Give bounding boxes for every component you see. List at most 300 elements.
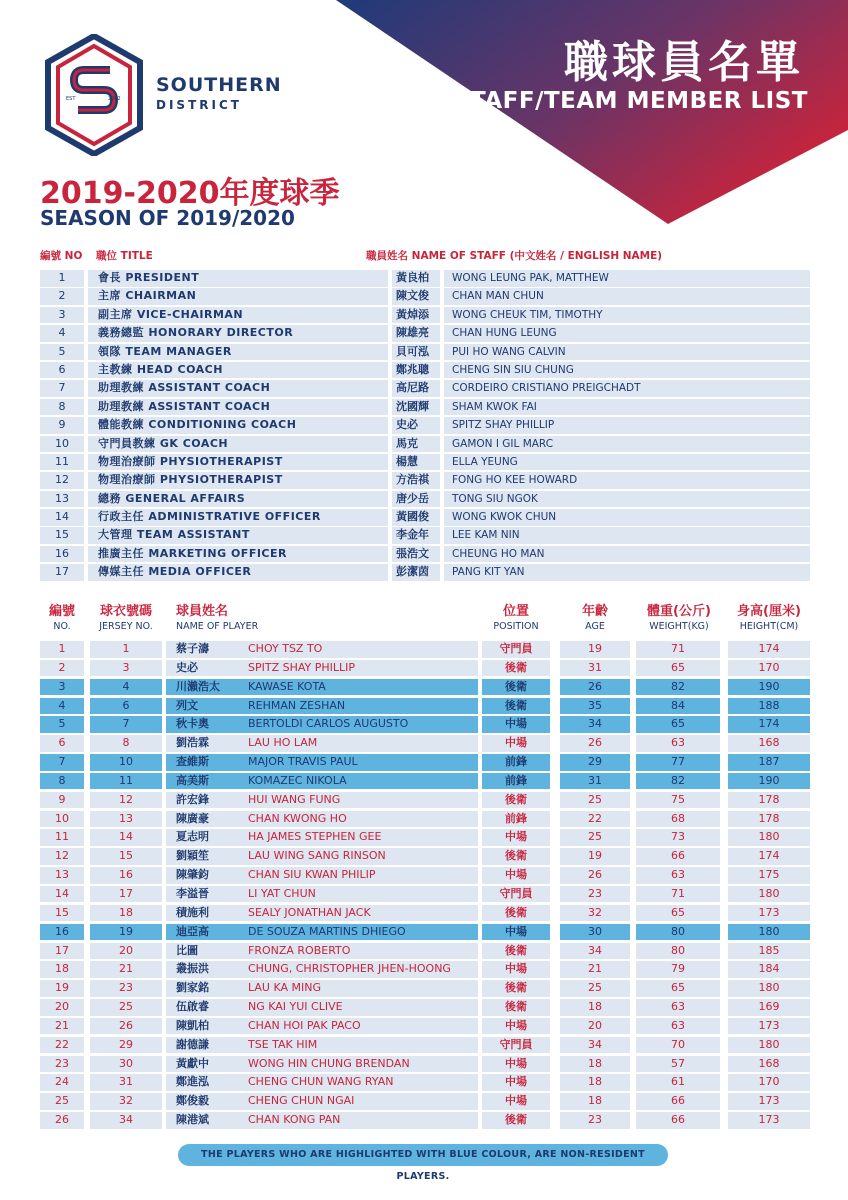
player-position: 中場 bbox=[482, 867, 550, 884]
player-jersey: 32 bbox=[90, 1093, 162, 1110]
player-weight: 70 bbox=[636, 1037, 720, 1054]
player-position: 中場 bbox=[482, 1093, 550, 1110]
club-name bbox=[156, 74, 282, 112]
player-name-zh: 陳凱柏 bbox=[176, 1018, 209, 1032]
player-jersey: 11 bbox=[90, 773, 162, 790]
player-table bbox=[40, 640, 810, 1130]
player-age: 30 bbox=[560, 924, 630, 941]
staff-no: 9 bbox=[40, 417, 84, 434]
player-name-en: CHENG CHUN WANG RYAN bbox=[248, 1075, 394, 1089]
staff-title: 領隊 TEAM MANAGER bbox=[88, 344, 388, 361]
player-name-zh: 秋卡奧 bbox=[176, 717, 209, 731]
player-height: 184 bbox=[728, 961, 810, 978]
staff-title: 會長 PRESIDENT bbox=[88, 270, 388, 287]
player-age: 34 bbox=[560, 716, 630, 733]
staff-table bbox=[40, 269, 810, 582]
player-row bbox=[40, 659, 810, 678]
player-no: 21 bbox=[40, 1018, 84, 1035]
player-name-en: LAU KA MING bbox=[248, 981, 321, 995]
player-jersey: 23 bbox=[90, 980, 162, 997]
staff-no: 7 bbox=[40, 380, 84, 397]
staff-row bbox=[40, 508, 810, 526]
player-age: 21 bbox=[560, 961, 630, 978]
player-name bbox=[166, 792, 478, 809]
staff-header-no: 編號 NO bbox=[40, 250, 83, 262]
player-row bbox=[40, 1036, 810, 1055]
player-header-no: 編號 NO. bbox=[48, 604, 75, 632]
player-jersey: 3 bbox=[90, 660, 162, 677]
staff-row bbox=[40, 416, 810, 434]
player-age: 32 bbox=[560, 905, 630, 922]
staff-name-en: ELLA YEUNG bbox=[444, 454, 810, 471]
player-row bbox=[40, 791, 810, 810]
player-position: 中場 bbox=[482, 829, 550, 846]
shield-logo-icon bbox=[44, 34, 144, 156]
player-name bbox=[166, 943, 478, 960]
player-position: 後衛 bbox=[482, 1112, 550, 1129]
club-name-line1: SOUTHERN bbox=[156, 74, 282, 96]
player-position: 中場 bbox=[482, 924, 550, 941]
player-name-en: DE SOUZA MARTINS DHIEGO bbox=[248, 924, 406, 938]
player-no: 4 bbox=[40, 698, 84, 715]
player-name-zh: 川瀨浩太 bbox=[176, 679, 220, 693]
player-name-en: REHMAN ZESHAN bbox=[248, 698, 346, 712]
player-no: 6 bbox=[40, 735, 84, 752]
player-height: 173 bbox=[728, 1018, 810, 1035]
player-row bbox=[40, 697, 810, 716]
player-name-zh: 李溢晉 bbox=[176, 886, 209, 900]
player-age: 18 bbox=[560, 999, 630, 1016]
player-height: 180 bbox=[728, 829, 810, 846]
player-jersey: 7 bbox=[90, 716, 162, 733]
player-age: 31 bbox=[560, 773, 630, 790]
staff-no: 3 bbox=[40, 307, 84, 324]
player-name-zh: 迪亞高 bbox=[176, 924, 209, 938]
player-name-en: SEALY JONATHAN JACK bbox=[248, 905, 371, 919]
staff-title: 行政主任 ADMINISTRATIVE OFFICER bbox=[88, 509, 388, 526]
staff-row bbox=[40, 379, 810, 397]
player-name-zh: 史必 bbox=[176, 660, 198, 674]
player-jersey: 25 bbox=[90, 999, 162, 1016]
player-age: 25 bbox=[560, 980, 630, 997]
player-jersey: 31 bbox=[90, 1074, 162, 1091]
player-jersey: 19 bbox=[90, 924, 162, 941]
player-position: 後衛 bbox=[482, 848, 550, 865]
staff-name-zh: 馬克 bbox=[392, 436, 440, 453]
player-weight: 73 bbox=[636, 829, 720, 846]
player-position: 後衛 bbox=[482, 999, 550, 1016]
player-name bbox=[166, 829, 478, 846]
player-height: 188 bbox=[728, 698, 810, 715]
player-name-en: CHAN KWONG HO bbox=[248, 811, 347, 825]
player-position: 守門員 bbox=[482, 1037, 550, 1054]
player-height: 173 bbox=[728, 1112, 810, 1129]
staff-row bbox=[40, 269, 810, 287]
player-position: 前鋒 bbox=[482, 811, 550, 828]
player-name-en: LI YAT CHUN bbox=[248, 886, 316, 900]
player-position: 守門員 bbox=[482, 641, 550, 658]
player-weight: 57 bbox=[636, 1056, 720, 1073]
banner-title-en: STAFF/TEAM MEMBER LIST bbox=[452, 88, 808, 114]
player-name bbox=[166, 848, 478, 865]
player-name bbox=[166, 735, 478, 752]
player-name bbox=[166, 924, 478, 941]
player-no: 12 bbox=[40, 848, 84, 865]
player-height: 180 bbox=[728, 1037, 810, 1054]
player-weight: 77 bbox=[636, 754, 720, 771]
staff-title: 物理治療師 PHYSIOTHERAPIST bbox=[88, 472, 388, 489]
player-weight: 80 bbox=[636, 924, 720, 941]
staff-name-zh: 貝可泓 bbox=[392, 344, 440, 361]
player-no: 16 bbox=[40, 924, 84, 941]
staff-name-en: WONG CHEUK TIM, TIMOTHY bbox=[444, 307, 810, 324]
player-no: 10 bbox=[40, 811, 84, 828]
player-name-zh: 比圖 bbox=[176, 943, 198, 957]
player-jersey: 13 bbox=[90, 811, 162, 828]
player-height: 170 bbox=[728, 1074, 810, 1091]
player-name-en: TSE TAK HIM bbox=[248, 1037, 318, 1051]
staff-title: 主教練 HEAD COACH bbox=[88, 362, 388, 379]
player-name bbox=[166, 679, 478, 696]
staff-title: 助理教練 ASSISTANT COACH bbox=[88, 399, 388, 416]
player-name bbox=[166, 961, 478, 978]
staff-title: 主席 CHAIRMAN bbox=[88, 288, 388, 305]
player-jersey: 6 bbox=[90, 698, 162, 715]
staff-name-en: CORDEIRO CRISTIANO PREIGCHADT bbox=[444, 380, 810, 397]
player-position: 後衛 bbox=[482, 980, 550, 997]
staff-no: 17 bbox=[40, 564, 84, 581]
player-jersey: 21 bbox=[90, 961, 162, 978]
staff-name-zh: 史必 bbox=[392, 417, 440, 434]
player-name bbox=[166, 905, 478, 922]
player-position: 後衛 bbox=[482, 905, 550, 922]
player-age: 19 bbox=[560, 848, 630, 865]
player-age: 19 bbox=[560, 641, 630, 658]
player-age: 31 bbox=[560, 660, 630, 677]
player-row bbox=[40, 640, 810, 659]
player-name bbox=[166, 867, 478, 884]
player-name bbox=[166, 1056, 478, 1073]
player-jersey: 34 bbox=[90, 1112, 162, 1129]
staff-row bbox=[40, 287, 810, 305]
staff-name-en: CHEUNG HO MAN bbox=[444, 546, 810, 563]
player-weight: 66 bbox=[636, 848, 720, 865]
player-height: 190 bbox=[728, 773, 810, 790]
player-name-en: FRONZA ROBERTO bbox=[248, 943, 351, 957]
player-name bbox=[166, 1112, 478, 1129]
player-position: 前鋒 bbox=[482, 773, 550, 790]
staff-no: 10 bbox=[40, 436, 84, 453]
player-row bbox=[40, 1092, 810, 1111]
player-jersey: 10 bbox=[90, 754, 162, 771]
player-name-zh: 列文 bbox=[176, 698, 198, 712]
player-position: 後衛 bbox=[482, 792, 550, 809]
player-name-en: LAU WING SANG RINSON bbox=[248, 849, 386, 863]
player-name-en: KOMAZEC NIKOLA bbox=[248, 773, 347, 787]
player-no: 26 bbox=[40, 1112, 84, 1129]
player-row bbox=[40, 678, 810, 697]
staff-row bbox=[40, 453, 810, 471]
player-no: 15 bbox=[40, 905, 84, 922]
player-height: 180 bbox=[728, 924, 810, 941]
player-position: 前鋒 bbox=[482, 754, 550, 771]
staff-row bbox=[40, 306, 810, 324]
player-weight: 65 bbox=[636, 660, 720, 677]
player-position: 後衛 bbox=[482, 679, 550, 696]
staff-name-en: CHAN HUNG LEUNG bbox=[444, 325, 810, 342]
staff-name-zh: 沈國輝 bbox=[392, 399, 440, 416]
player-age: 20 bbox=[560, 1018, 630, 1035]
player-jersey: 15 bbox=[90, 848, 162, 865]
player-weight: 61 bbox=[636, 1074, 720, 1091]
player-name-zh: 陳肇鈞 bbox=[176, 868, 209, 882]
player-row bbox=[40, 753, 810, 772]
player-name bbox=[166, 980, 478, 997]
staff-name-en: FONG HO KEE HOWARD bbox=[444, 472, 810, 489]
player-weight: 82 bbox=[636, 679, 720, 696]
player-row bbox=[40, 1017, 810, 1036]
player-table-header bbox=[40, 600, 810, 636]
staff-no: 8 bbox=[40, 399, 84, 416]
player-header-position: 位置 POSITION bbox=[493, 604, 539, 632]
staff-no: 4 bbox=[40, 325, 84, 342]
staff-name-en: GAMON I GIL MARC bbox=[444, 436, 810, 453]
player-weight: 63 bbox=[636, 867, 720, 884]
player-name bbox=[166, 811, 478, 828]
player-height: 180 bbox=[728, 980, 810, 997]
player-name-en: LAU HO LAM bbox=[248, 736, 318, 750]
player-weight: 66 bbox=[636, 1112, 720, 1129]
staff-header-name: 職員姓名 NAME OF STAFF (中文姓名 / ENGLISH NAME) bbox=[366, 250, 663, 262]
player-position: 中場 bbox=[482, 735, 550, 752]
player-age: 25 bbox=[560, 792, 630, 809]
player-weight: 65 bbox=[636, 716, 720, 733]
staff-name-en: PANG KIT YAN bbox=[444, 564, 810, 581]
player-name-en: SPITZ SHAY PHILLIP bbox=[248, 660, 356, 674]
player-height: 169 bbox=[728, 999, 810, 1016]
staff-name-en: WONG KWOK CHUN bbox=[444, 509, 810, 526]
player-name-zh: 劉穎笙 bbox=[176, 849, 209, 863]
staff-title: 體能教練 CONDITIONING COACH bbox=[88, 417, 388, 434]
player-weight: 84 bbox=[636, 698, 720, 715]
player-age: 18 bbox=[560, 1074, 630, 1091]
staff-name-zh: 黃良柏 bbox=[392, 270, 440, 287]
player-name-en: WONG HIN CHUNG BRENDAN bbox=[248, 1056, 410, 1070]
staff-no: 15 bbox=[40, 527, 84, 544]
player-height: 168 bbox=[728, 1056, 810, 1073]
staff-no: 2 bbox=[40, 288, 84, 305]
player-age: 26 bbox=[560, 679, 630, 696]
player-row bbox=[40, 810, 810, 829]
player-age: 25 bbox=[560, 829, 630, 846]
player-header-name: 球員姓名 NAME OF PLAYER bbox=[176, 604, 259, 632]
player-age: 23 bbox=[560, 886, 630, 903]
player-name bbox=[166, 1074, 478, 1091]
player-name bbox=[166, 999, 478, 1016]
player-row bbox=[40, 904, 810, 923]
player-age: 18 bbox=[560, 1056, 630, 1073]
player-row bbox=[40, 866, 810, 885]
player-no: 13 bbox=[40, 867, 84, 884]
player-name-zh: 劉浩霖 bbox=[176, 736, 209, 750]
player-no: 23 bbox=[40, 1056, 84, 1073]
player-row bbox=[40, 734, 810, 753]
staff-row bbox=[40, 435, 810, 453]
staff-name-en: CHAN MAN CHUN bbox=[444, 288, 810, 305]
player-name-zh: 黃獻中 bbox=[176, 1056, 209, 1070]
player-name-en: CHOY TSZ TO bbox=[248, 642, 323, 655]
player-age: 23 bbox=[560, 1112, 630, 1129]
player-height: 174 bbox=[728, 848, 810, 865]
club-name-line2: DISTRICT bbox=[156, 98, 242, 112]
player-jersey: 29 bbox=[90, 1037, 162, 1054]
player-position: 中場 bbox=[482, 961, 550, 978]
player-name-en: CHAN KONG PAN bbox=[248, 1113, 341, 1127]
player-name bbox=[166, 886, 478, 903]
player-row bbox=[40, 923, 810, 942]
player-row bbox=[40, 1111, 810, 1130]
player-age: 18 bbox=[560, 1093, 630, 1110]
player-no: 3 bbox=[40, 679, 84, 696]
player-row bbox=[40, 715, 810, 734]
player-no: 17 bbox=[40, 943, 84, 960]
player-no: 24 bbox=[40, 1074, 84, 1091]
player-name bbox=[166, 1037, 478, 1054]
player-age: 26 bbox=[560, 867, 630, 884]
player-jersey: 26 bbox=[90, 1018, 162, 1035]
player-height: 178 bbox=[728, 811, 810, 828]
player-jersey: 17 bbox=[90, 886, 162, 903]
staff-title: 推廣主任 MARKETING OFFICER bbox=[88, 546, 388, 563]
staff-title: 助理教練 ASSISTANT COACH bbox=[88, 380, 388, 397]
staff-name-zh: 高尼路 bbox=[392, 380, 440, 397]
player-name-zh: 許宏鋒 bbox=[176, 792, 209, 806]
staff-title: 物理治療師 PHYSIOTHERAPIST bbox=[88, 454, 388, 471]
player-name-en: CHUNG, CHRISTOPHER JHEN-HOONG bbox=[248, 962, 451, 976]
staff-name-zh: 黃焯添 bbox=[392, 307, 440, 324]
player-row bbox=[40, 979, 810, 998]
player-no: 11 bbox=[40, 829, 84, 846]
player-height: 173 bbox=[728, 1093, 810, 1110]
staff-row bbox=[40, 526, 810, 544]
player-no: 5 bbox=[40, 716, 84, 733]
banner-title-zh: 職球員名單 bbox=[564, 37, 804, 88]
player-position: 後衛 bbox=[482, 660, 550, 677]
staff-no: 12 bbox=[40, 472, 84, 489]
staff-name-zh: 張浩文 bbox=[392, 546, 440, 563]
player-height: 180 bbox=[728, 886, 810, 903]
player-age: 26 bbox=[560, 735, 630, 752]
player-height: 173 bbox=[728, 905, 810, 922]
player-name bbox=[166, 716, 478, 733]
player-row bbox=[40, 960, 810, 979]
player-name-zh: 謝德謙 bbox=[176, 1037, 209, 1051]
staff-row bbox=[40, 490, 810, 508]
player-name bbox=[166, 1093, 478, 1110]
player-name-zh: 鄭俊毅 bbox=[176, 1094, 209, 1108]
player-name-zh: 積施利 bbox=[176, 905, 209, 919]
staff-row bbox=[40, 324, 810, 342]
staff-no: 1 bbox=[40, 270, 84, 287]
player-position: 守門員 bbox=[482, 886, 550, 903]
player-height: 185 bbox=[728, 943, 810, 960]
player-name-zh: 叢振洪 bbox=[176, 962, 209, 976]
staff-no: 6 bbox=[40, 362, 84, 379]
staff-name-en: CHENG SIN SIU CHUNG bbox=[444, 362, 810, 379]
season-title-en: SEASON OF 2019/2020 bbox=[40, 206, 295, 230]
staff-row bbox=[40, 545, 810, 563]
player-name bbox=[166, 773, 478, 790]
player-no: 9 bbox=[40, 792, 84, 809]
player-height: 174 bbox=[728, 716, 810, 733]
player-no: 22 bbox=[40, 1037, 84, 1054]
player-weight: 68 bbox=[636, 811, 720, 828]
staff-name-zh: 李金年 bbox=[392, 527, 440, 544]
player-jersey: 16 bbox=[90, 867, 162, 884]
club-logo bbox=[44, 34, 144, 156]
player-row bbox=[40, 828, 810, 847]
staff-title: 大管理 TEAM ASSISTANT bbox=[88, 527, 388, 544]
player-weight: 65 bbox=[636, 905, 720, 922]
player-header-weight: 體重(公斤) WEIGHT(KG) bbox=[647, 604, 711, 632]
player-jersey: 20 bbox=[90, 943, 162, 960]
staff-table-header bbox=[40, 248, 810, 264]
player-position: 中場 bbox=[482, 1056, 550, 1073]
staff-name-en: SHAM KWOK FAI bbox=[444, 399, 810, 416]
staff-no: 11 bbox=[40, 454, 84, 471]
player-name-en: KAWASE KOTA bbox=[248, 679, 326, 693]
logo-est-year: 2002 bbox=[108, 96, 121, 102]
player-height: 170 bbox=[728, 660, 810, 677]
player-weight: 63 bbox=[636, 999, 720, 1016]
player-name-en: HA JAMES STEPHEN GEE bbox=[248, 830, 382, 844]
player-row bbox=[40, 998, 810, 1017]
staff-title: 總務 GENERAL AFFAIRS bbox=[88, 491, 388, 508]
staff-name-zh: 楊慧 bbox=[392, 454, 440, 471]
staff-name-zh: 鄭兆聰 bbox=[392, 362, 440, 379]
season-title-zh: 2019-2020年度球季 bbox=[40, 176, 340, 211]
player-jersey: 30 bbox=[90, 1056, 162, 1073]
player-name-zh: 夏志明 bbox=[176, 830, 209, 844]
staff-name-zh: 黃國俊 bbox=[392, 509, 440, 526]
staff-row bbox=[40, 398, 810, 416]
staff-name-en: TONG SIU NGOK bbox=[444, 491, 810, 508]
player-name-en: CHENG CHUN NGAI bbox=[248, 1094, 355, 1108]
player-jersey: 4 bbox=[90, 679, 162, 696]
player-row bbox=[40, 885, 810, 904]
player-name-zh: 高美斯 bbox=[176, 773, 209, 787]
player-no: 14 bbox=[40, 886, 84, 903]
staff-header-title: 職位 TITLE bbox=[96, 250, 153, 262]
player-height: 190 bbox=[728, 679, 810, 696]
player-age: 29 bbox=[560, 754, 630, 771]
player-no: 7 bbox=[40, 754, 84, 771]
player-weight: 65 bbox=[636, 980, 720, 997]
player-weight: 82 bbox=[636, 773, 720, 790]
staff-row bbox=[40, 471, 810, 489]
player-name-zh: 陳港斌 bbox=[176, 1113, 209, 1127]
player-no: 19 bbox=[40, 980, 84, 997]
player-name-zh: 查維斯 bbox=[176, 755, 209, 769]
player-position: 後衛 bbox=[482, 698, 550, 715]
staff-name-zh: 方浩祺 bbox=[392, 472, 440, 489]
player-height: 187 bbox=[728, 754, 810, 771]
staff-title: 傳媒主任 MEDIA OFFICER bbox=[88, 564, 388, 581]
player-position: 後衛 bbox=[482, 943, 550, 960]
player-weight: 79 bbox=[636, 961, 720, 978]
non-resident-note: THE PLAYERS WHO ARE HIGHLIGHTED WITH BLUE COLOUR, ARE NON-RESIDENT PLAYERS. bbox=[178, 1144, 668, 1166]
player-height: 174 bbox=[728, 641, 810, 658]
